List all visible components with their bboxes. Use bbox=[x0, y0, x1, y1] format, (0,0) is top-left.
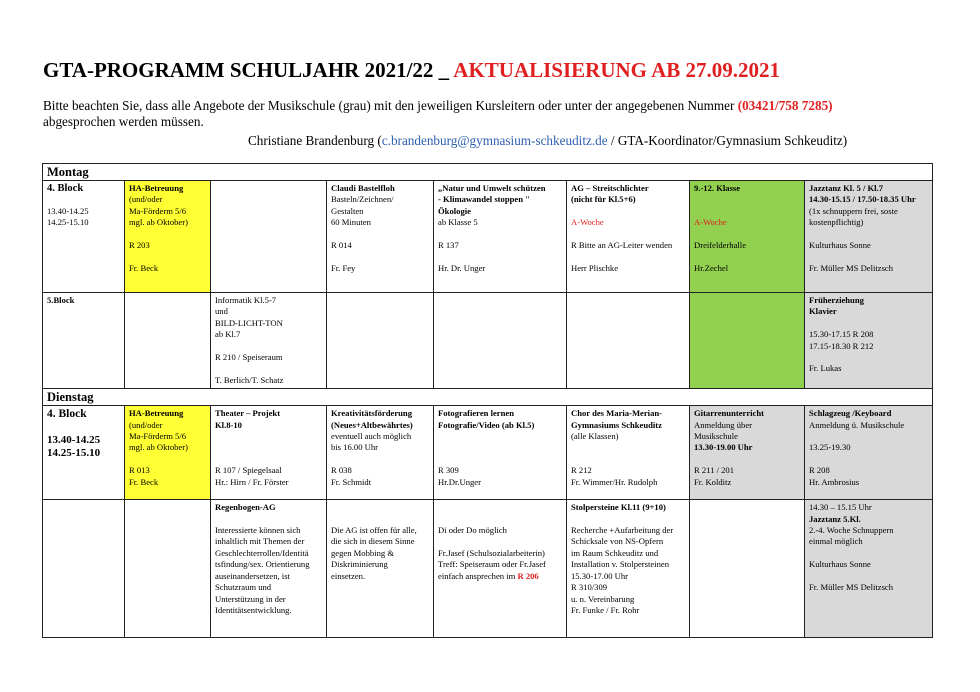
course-cell-informatik: Informatik Kl.5-7 und BILD-LICHT-TON ab Kl.7 R 210 / Speiseraum T. Berlich/T. Schatz bbox=[211, 293, 327, 389]
course-cell-theater: Theater – Projekt Kl.8-10 R 107 / Spiegelsaal Hr.: Hirn / Fr. Förster bbox=[211, 406, 327, 500]
course-cell-schlagzeug: Schlagzeug /Keyboard Anmeldung ü. Musikschule 13.25-19.30 R 208 Hr. Ambrosius bbox=[805, 406, 933, 500]
empty-cell bbox=[211, 181, 327, 293]
course-cell-ha-betreuung: HA-Betreuung (und/oder Ma-Förderm 5/6 mgl. ab Oktober) R 013 Fr. Beck bbox=[125, 406, 211, 500]
empty-cell bbox=[690, 500, 805, 638]
empty-cell bbox=[567, 293, 690, 389]
table-row-monday-block4 bbox=[43, 181, 933, 293]
signature-line: Christiane Brandenburg (c.brandenburg@gymnasium-schkeuditz.de / GTA-Koordinator/Gymnasium Schkeuditz) bbox=[248, 133, 848, 148]
phone-number: (03421/758 7285) bbox=[737, 98, 833, 113]
course-cell-streitschlichter: AG – Streitschlichter (nicht für Kl.5+6) A-Woche R Bitte an AG-Leiter wenden Herr Plischke bbox=[567, 181, 690, 293]
day-header-monday: Montag bbox=[43, 164, 933, 181]
table-row-tuesday-block4 bbox=[43, 406, 933, 500]
table-row-monday-block5 bbox=[43, 293, 933, 389]
block-label-cell: 4. Block 13.40-14.25 14.25-15.10 bbox=[43, 181, 125, 293]
empty-cell bbox=[327, 293, 434, 389]
course-cell-fotografie: Fotografieren lernen Fotografie/Video (ab Kl.5) R 309 Hr.Dr.Unger bbox=[434, 406, 567, 500]
course-cell-jazztanz-5: 14.30 – 15.15 Uhr Jazztanz 5.Kl. 2.-4. Woche Schnuppern einmal möglich Kulturhaus Sonne Fr. Müller MS Delitzsch bbox=[805, 500, 933, 638]
day-header-tuesday: Dienstag bbox=[43, 389, 933, 406]
page-title: GTA-PROGRAMM SCHULJAHR 2021/22 _ AKTUALISIERUNG AB 27.09.2021 bbox=[43, 58, 781, 82]
intro-paragraph: Bitte beachten Sie, dass alle Angebote der Musikschule (grau) mit den jeweiligen Kursleitern oder unter der angegebenen Nummer (03421/758 7285) abgesprochen werden müssen. bbox=[43, 98, 833, 129]
block-label-cell: 4. Block 13.40-14.25 14.25-15.10 bbox=[43, 406, 125, 500]
empty-cell bbox=[125, 293, 211, 389]
schedule-table bbox=[42, 163, 933, 638]
course-cell-umwelt: „Natur und Umwelt schützen - Klimawandel stoppen " Ökologie ab Klasse 5 R 137 Hr. Dr. Unger bbox=[434, 181, 567, 293]
course-cell-chor: Chor des Maria-Merian- Gymnasiums Schkeuditz (alle Klassen) R 212 Fr. Wimmer/Hr. Rudolph bbox=[567, 406, 690, 500]
course-cell-sport-9-12: 9.-12. Klasse A-Woche Dreifelderhalle Hr.Zechel bbox=[690, 181, 805, 293]
course-cell-stolpersteine: Stolpersteine Kl.11 (9+10) Recherche +Aufarbeitung der Schicksale von NS-Opfern im Raum Schkeuditz und Installation v. Stolpersteinen 15.30-17.00 Uhr R 310/309 u. n. Vereinbarung Fr. Funke / Fr. Rohr bbox=[567, 500, 690, 638]
course-cell-ha-betreuung: HA-Betreuung (und/oder Ma-Förderm 5/6 mgl. ab Oktober) R 203 Fr. Beck bbox=[125, 181, 211, 293]
course-cell-regenbogen-contact: Di oder Do möglich Fr.Jasef (Schulsozialarbeiterin) Treff: Speiseraum oder Fr.Jasef einfach ansprechen im R 206 bbox=[434, 500, 567, 638]
empty-cell bbox=[125, 500, 211, 638]
room-number: R 206 bbox=[517, 570, 539, 581]
coordinator-email-link[interactable]: c.brandenburg@gymnasium-schkeuditz.de bbox=[381, 133, 608, 148]
course-cell-jazztanz: Jazztanz Kl. 5 / Kl.7 14.30-15.15 / 17.50-18.35 Uhr (1x schnuppern frei, soste kostenpflichtig) Kulturhaus Sonne Fr. Müller MS Delitzsch bbox=[805, 181, 933, 293]
course-cell-bastelfloh: Claudi Bastelfloh Basteln/Zeichnen/ Gestalten 60 Minuten R 014 Fr. Fey bbox=[327, 181, 434, 293]
course-cell-regenbogen: Regenbogen-AG Interessierte können sich inhaltlich mit Themen der Geschlechterrollen/Identitä tsfindung/sex. Orientierung auseinandersetzen, ist Schutzraum und Unterstützung in der Identitätsentwicklung. bbox=[211, 500, 327, 638]
green-cell bbox=[690, 293, 805, 389]
course-cell-regenbogen-info: Die AG ist offen für alle, die sich in diesem Sinne gegen Mobbing & Diskriminierung einsetzen. bbox=[327, 500, 434, 638]
update-notice: AKTUALISIERUNG AB 27.09.2021 bbox=[453, 58, 781, 82]
course-cell-kreativitaet: Kreativitätsförderung (Neues+Altbewährtes) eventuell auch möglich bis 16.00 Uhr R 038 Fr. Schmidt bbox=[327, 406, 434, 500]
empty-cell bbox=[434, 293, 567, 389]
table-row-tuesday-block5 bbox=[43, 500, 933, 638]
course-cell-frueherziehung: Früherziehung Klavier 15.30-17.15 R 208 17.15-18.30 R 212 Fr. Lukas bbox=[805, 293, 933, 389]
course-cell-gitarre: Gitarrenunterricht Anmeldung über Musikschule 13.30-19.00 Uhr R 211 / 201 Fr. Kolditz bbox=[690, 406, 805, 500]
empty-cell bbox=[43, 500, 125, 638]
block-label-cell: 5.Block bbox=[43, 293, 125, 389]
